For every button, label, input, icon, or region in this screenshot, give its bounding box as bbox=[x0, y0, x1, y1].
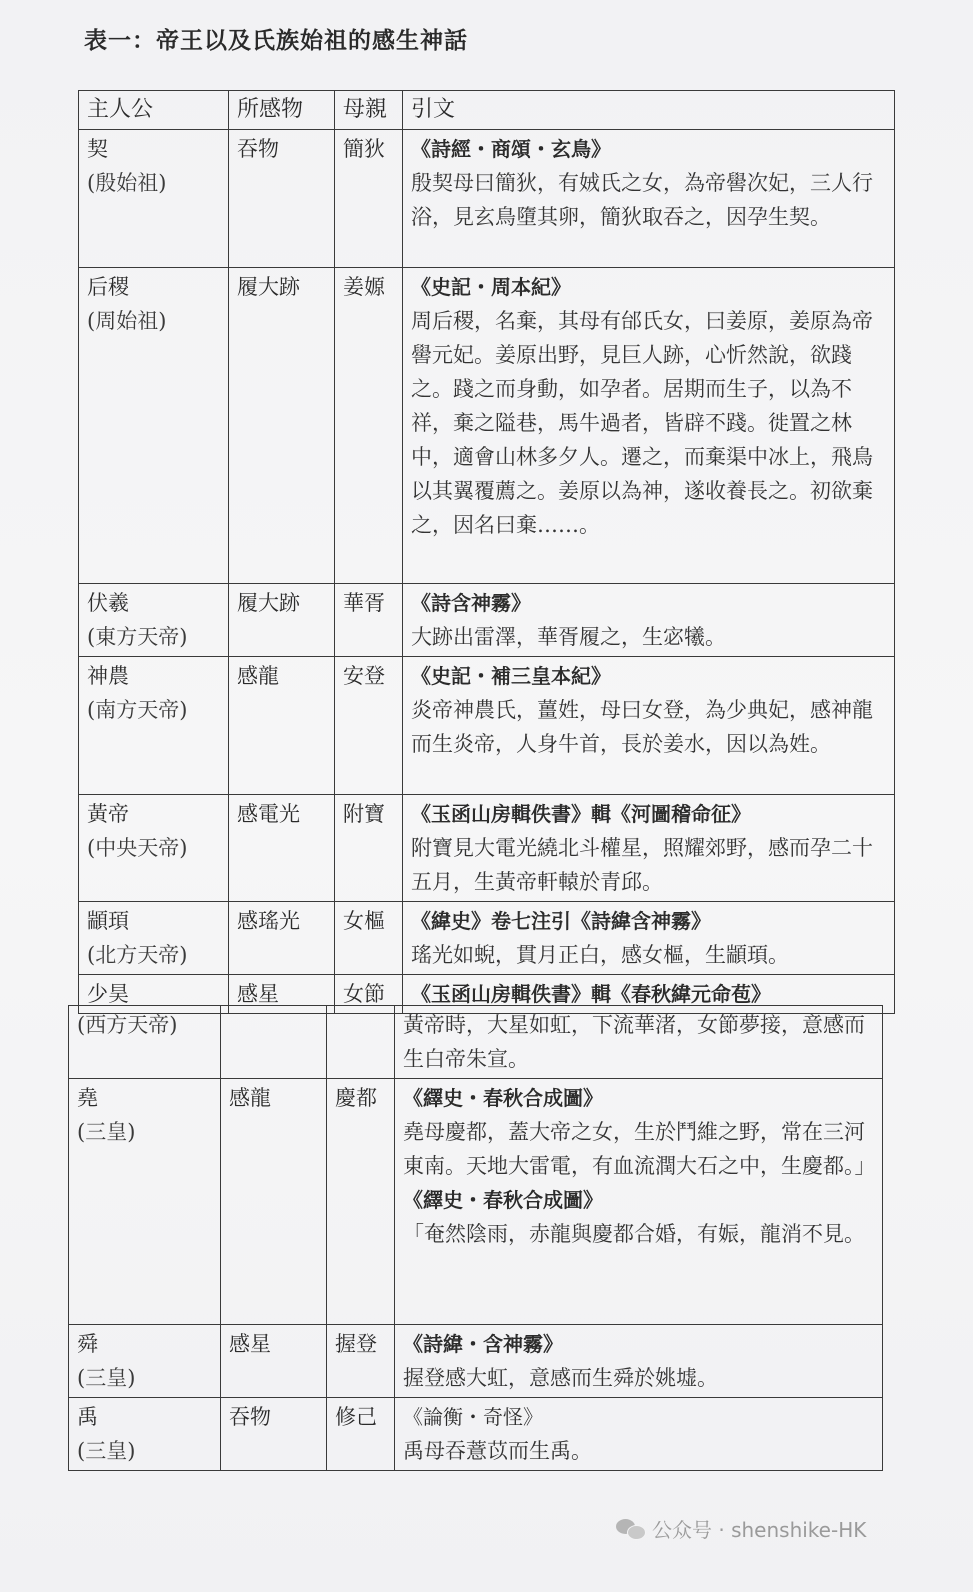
table-row bbox=[79, 795, 895, 902]
table-row bbox=[69, 1398, 883, 1471]
cause-cell bbox=[221, 1006, 327, 1079]
source-cell bbox=[395, 1398, 883, 1471]
cause-cell: 履大跡 bbox=[229, 584, 335, 657]
hero-name: 舜 bbox=[77, 1332, 98, 1356]
source-ref: 《緯史》卷七注引《詩緯含神霧》 bbox=[411, 909, 711, 933]
header-cause: 所感物 bbox=[229, 91, 335, 130]
myth-table-part2 bbox=[68, 1005, 883, 1471]
table-row bbox=[69, 1079, 883, 1325]
source-text: 握登感大虹，意感而生舜於姚墟。 bbox=[403, 1366, 718, 1390]
source-ref: 《史記・周本紀》 bbox=[411, 275, 571, 299]
header-hero: 主人公 bbox=[79, 91, 229, 130]
source-cell bbox=[403, 130, 895, 268]
source-cell bbox=[403, 268, 895, 584]
source-text-second: 「奄然陰雨，赤龍與慶都合婚，有娠，龍消不見。 bbox=[403, 1222, 865, 1246]
mother-cell: 女節 bbox=[335, 975, 403, 1014]
source-ref: 《史記・補三皇本紀》 bbox=[411, 664, 611, 688]
hero-cell bbox=[69, 1006, 221, 1079]
source-ref: 《繹史・春秋合成圖》 bbox=[403, 1086, 603, 1110]
hero-cell bbox=[79, 657, 229, 795]
mother-cell: 女樞 bbox=[335, 902, 403, 975]
source-ref-second: 《繹史・春秋合成圖》 bbox=[403, 1188, 603, 1212]
cause-cell: 履大跡 bbox=[229, 268, 335, 584]
hero-name: 黃帝 bbox=[87, 802, 129, 826]
table-title: 表一：帝王以及氏族始祖的感生神話 bbox=[84, 28, 468, 54]
mother-cell: 簡狄 bbox=[335, 130, 403, 268]
table-row bbox=[79, 584, 895, 657]
hero-cell bbox=[79, 584, 229, 657]
hero-cell bbox=[69, 1079, 221, 1325]
hero-name: 顓頊 bbox=[87, 909, 129, 933]
mother-cell: 握登 bbox=[327, 1325, 395, 1398]
source-ref: 《詩經・商頌・玄鳥》 bbox=[411, 137, 611, 161]
table-row bbox=[79, 657, 895, 795]
source-text: 殷契母曰簡狄，有娀氏之女，為帝嚳次妃，三人行浴，見玄鳥墮其卵，簡狄取吞之，因孕生契。 bbox=[411, 171, 873, 229]
cause-cell: 感電光 bbox=[229, 795, 335, 902]
hero-subtitle: (三皇) bbox=[77, 1366, 136, 1390]
hero-subtitle: (三皇) bbox=[77, 1120, 136, 1144]
hero-name: 伏羲 bbox=[87, 591, 129, 615]
source-text: 炎帝神農氏，薑姓，母曰女登，為少典妃，感神龍而生炎帝，人身牛首，長於姜水，因以為姓。 bbox=[411, 698, 873, 756]
table-row bbox=[69, 1006, 883, 1079]
source-text: 大跡出雷澤，華胥履之，生宓犧。 bbox=[411, 625, 726, 649]
hero-name: 少昊 bbox=[87, 982, 129, 1006]
hero-cell bbox=[79, 902, 229, 975]
source-ref: 《論衡・奇怪》 bbox=[403, 1405, 543, 1429]
mother-cell: 修己 bbox=[327, 1398, 395, 1471]
source-text: 周后稷，名棄，其母有邰氏女，曰姜原，姜原為帝嚳元妃。姜原出野，見巨人跡，心忻然說，欲踐之。踐之而身動，如孕者。居期而生子，以為不祥，棄之隘巷，馬牛過者，皆辟不踐。徙置之林中，適會山林多夕人。遷之，而棄渠中冰上，飛鳥以其翼覆薦之。姜原以為神，遂收養長之。初欲棄之，因名曰棄……。 bbox=[411, 309, 873, 537]
hero-cell bbox=[69, 1325, 221, 1398]
source-text: 禹母吞薏苡而生禹。 bbox=[403, 1439, 592, 1463]
cause-cell: 感星 bbox=[229, 975, 335, 1014]
table-row bbox=[79, 268, 895, 584]
hero-subtitle: (東方天帝) bbox=[87, 625, 188, 649]
cause-cell: 吞物 bbox=[229, 130, 335, 268]
cause-cell: 感瑤光 bbox=[229, 902, 335, 975]
source-cell bbox=[395, 1006, 883, 1079]
myth-table-part1 bbox=[78, 90, 895, 1014]
hero-name: 契 bbox=[87, 137, 108, 161]
table-header-row bbox=[79, 91, 895, 130]
mother-cell: 華胥 bbox=[335, 584, 403, 657]
header-source: 引文 bbox=[403, 91, 895, 130]
hero-cell bbox=[69, 1398, 221, 1471]
cause-cell: 感龍 bbox=[221, 1079, 327, 1325]
mother-cell: 附寶 bbox=[335, 795, 403, 902]
source-text: 黃帝時，大星如虹，下流華渚，女節夢接，意感而生白帝朱宣。 bbox=[403, 1013, 865, 1071]
hero-name: 后稷 bbox=[87, 275, 129, 299]
source-cell bbox=[403, 657, 895, 795]
hero-subtitle: (周始祖) bbox=[87, 309, 167, 333]
cause-cell: 吞物 bbox=[221, 1398, 327, 1471]
watermark-text: 公众号 · shenshike-HK bbox=[652, 1518, 867, 1542]
hero-name: 禹 bbox=[77, 1405, 98, 1429]
source-cell bbox=[403, 584, 895, 657]
hero-cell bbox=[79, 130, 229, 268]
hero-subtitle: (西方天帝) bbox=[77, 1013, 178, 1037]
hero-cell bbox=[79, 268, 229, 584]
hero-subtitle: (北方天帝) bbox=[87, 943, 188, 967]
hero-name: 堯 bbox=[77, 1086, 98, 1110]
hero-cell bbox=[79, 795, 229, 902]
hero-subtitle: (中央天帝) bbox=[87, 836, 188, 860]
hero-subtitle: (三皇) bbox=[77, 1439, 136, 1463]
mother-cell bbox=[327, 1006, 395, 1079]
table-row bbox=[69, 1325, 883, 1398]
table-row bbox=[79, 130, 895, 268]
source-cell bbox=[403, 795, 895, 902]
mother-cell: 安登 bbox=[335, 657, 403, 795]
source-text: 堯母慶都，蓋大帝之女，生於鬥維之野，常在三河東南。天地大雷電，有血流潤大石之中，生慶都。」 bbox=[403, 1120, 876, 1178]
source-text: 瑤光如蜺，貫月正白，感女樞，生顓頊。 bbox=[411, 943, 789, 967]
wechat-icon bbox=[616, 1517, 646, 1541]
source-text: 附寶見大電光繞北斗權星，照耀郊野，感而孕二十五月，生黃帝軒轅於青邱。 bbox=[411, 836, 873, 894]
source-cell bbox=[395, 1079, 883, 1325]
cause-cell: 感龍 bbox=[229, 657, 335, 795]
source-ref: 《詩含神霧》 bbox=[411, 591, 531, 615]
table-row bbox=[79, 902, 895, 975]
hero-name: 神農 bbox=[87, 664, 129, 688]
hero-subtitle: (殷始祖) bbox=[87, 171, 167, 195]
watermark bbox=[616, 1514, 866, 1543]
source-ref: 《玉函山房輯佚書》輯《河圖稽命征》 bbox=[411, 802, 751, 826]
source-ref: 《玉函山房輯佚書》輯《春秋緯元命苞》 bbox=[411, 982, 771, 1006]
header-mother: 母親 bbox=[335, 91, 403, 130]
hero-subtitle: (南方天帝) bbox=[87, 698, 188, 722]
mother-cell: 姜嫄 bbox=[335, 268, 403, 584]
source-cell bbox=[395, 1325, 883, 1398]
source-cell bbox=[403, 902, 895, 975]
mother-cell: 慶都 bbox=[327, 1079, 395, 1325]
source-ref: 《詩緯・含神霧》 bbox=[403, 1332, 563, 1356]
cause-cell: 感星 bbox=[221, 1325, 327, 1398]
